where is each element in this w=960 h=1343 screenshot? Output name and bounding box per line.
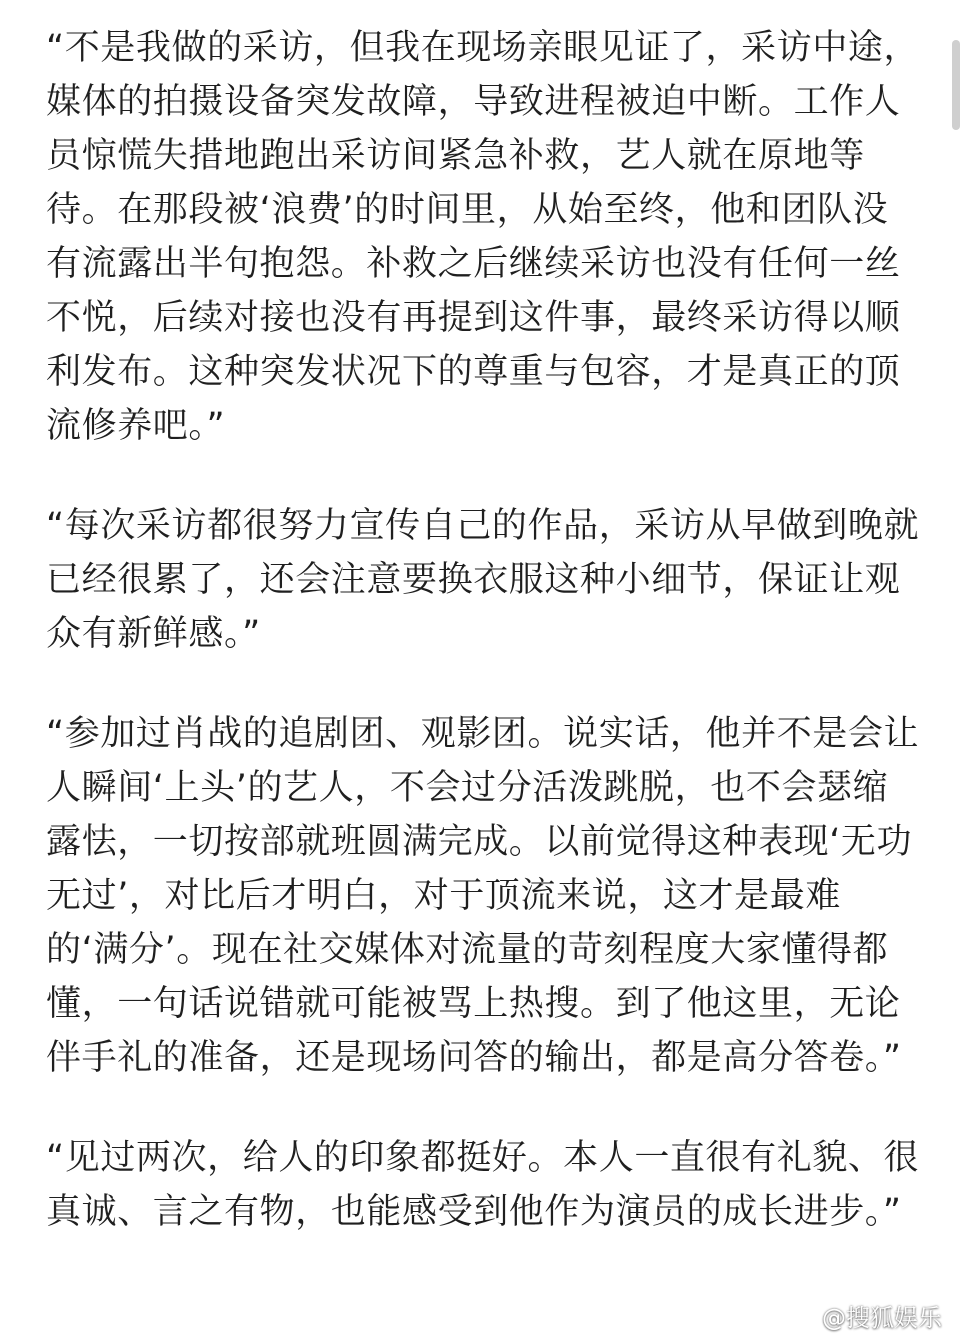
text-line: “参加过肖战的追剧团、观影团。说实话，他并不是会让 xyxy=(46,714,920,754)
text-line: 无过’，对比后才明白，对于顶流来说，这才是最难 xyxy=(46,876,841,916)
text-line: 员惊慌失措地跑出采访间紧急补救，艺人就在原地等 xyxy=(46,136,865,176)
paragraph-1 xyxy=(46,21,926,453)
text-line: “不是我做的采访，但我在现场亲眼见证了，采访中途， xyxy=(46,28,920,68)
text-line: 真诚、言之有物，也能感受到他作为演员的成长进步。” xyxy=(46,1192,902,1232)
text-line: 媒体的拍摄设备突发故障，导致进程被迫中断。工作人 xyxy=(46,82,901,122)
text-line: 的‘满分’。现在社交媒体对流量的苛刻程度大家懂得都 xyxy=(46,930,889,970)
text-line: 众有新鲜感。” xyxy=(46,614,261,654)
text-line: “每次采访都很努力宣传自己的作品，采访从早做到晚就 xyxy=(46,506,920,546)
text-line: 懂，一句话说错就可能被骂上热搜。到了他这里，无论 xyxy=(46,984,901,1024)
text-line: 已经很累了，还会注意要换衣服这种小细节，保证让观 xyxy=(46,560,901,600)
weibo-icon xyxy=(786,1305,816,1327)
text-line: 流修养吧。” xyxy=(46,406,226,446)
paragraph-4 xyxy=(46,1131,926,1239)
scrollbar-thumb[interactable] xyxy=(952,40,960,130)
watermark-text: @搜狐娱乐 xyxy=(822,1304,942,1332)
paragraph-2 xyxy=(46,499,926,661)
text-line: 露怯，一切按部就班圆满完成。以前觉得这种表现‘无功 xyxy=(46,822,913,862)
text-line: 利发布。这种突发状况下的尊重与包容，才是真正的顶 xyxy=(46,352,901,392)
text-line: 人瞬间‘上头’的艺人，不会过分活泼跳脱，也不会瑟缩 xyxy=(46,768,889,808)
text-line: 伴手礼的准备，还是现场问答的输出，都是高分答卷。” xyxy=(46,1038,902,1078)
watermark xyxy=(786,1298,942,1333)
text-line: “见过两次，给人的印象都挺好。本人一直很有礼貌、很 xyxy=(46,1138,920,1178)
text-line: 不悦，后续对接也没有再提到这件事，最终采访得以顺 xyxy=(46,298,901,338)
text-line: 有流露出半句抱怨。补救之后继续采访也没有任何一丝 xyxy=(46,244,901,284)
article-body xyxy=(46,21,926,1239)
text-line: 待。在那段被‘浪费’的时间里，从始至终，他和团队没 xyxy=(46,190,889,230)
paragraph-3 xyxy=(46,707,926,1085)
